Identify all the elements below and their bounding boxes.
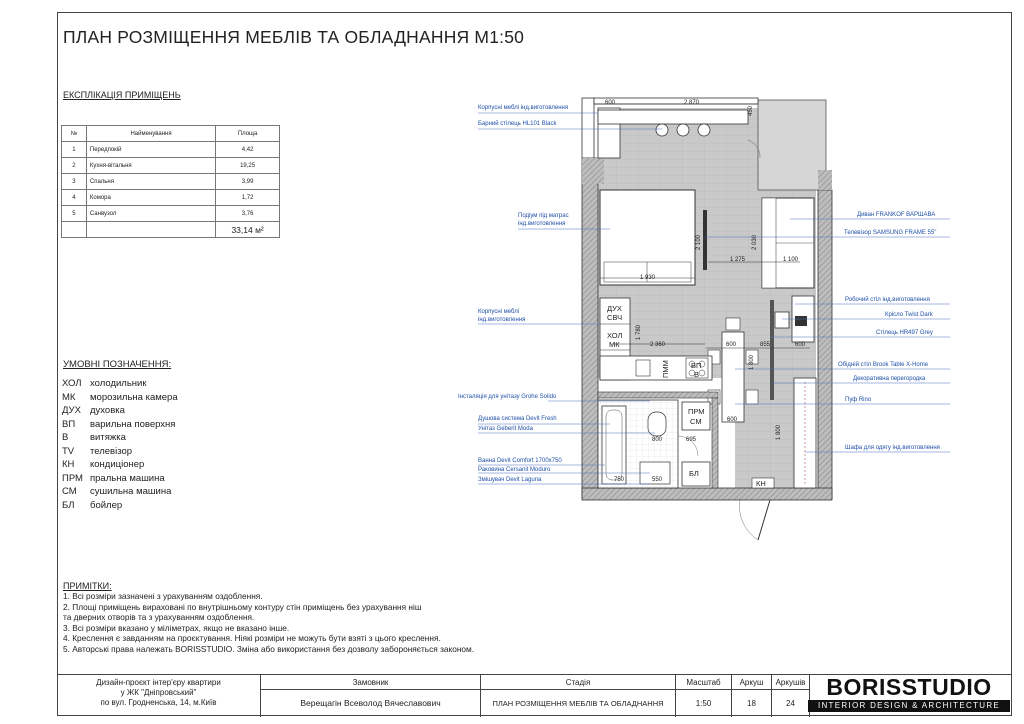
dimension-label: 550 <box>652 477 663 483</box>
equipment-label: СВЧ <box>607 313 623 322</box>
room-area: 1,72 <box>216 190 280 206</box>
legend-code: ХОЛ <box>62 378 82 389</box>
dimension-label: 600 <box>726 342 737 348</box>
scale-label: Масштаб <box>675 675 731 689</box>
brand-name: BORISSTUDIO <box>826 674 992 700</box>
callout-kitchen-cabinets: Корпусні меблі інд.виготовлення <box>478 105 569 111</box>
room-number: 5 <box>62 206 87 222</box>
address-line: по вул. Гродненська, 14, м.Київ <box>100 698 217 707</box>
note-line: 2. Площі приміщень вираховані по внутрішньому контуру стін приміщень без урахування ніш <box>63 601 422 612</box>
stage-value: ПЛАН РОЗМІЩЕННЯ МЕБЛІВ ТА ОБЛАДНАННЯ <box>480 689 675 717</box>
window-top <box>594 98 758 104</box>
wall-bottom <box>582 488 832 500</box>
dimension-label: 800 <box>652 437 663 443</box>
dimension-label: 1 800 <box>776 424 782 440</box>
partition-wall <box>712 398 718 488</box>
dining-chair <box>746 390 758 404</box>
callout-tv: Телевізор SAMSUNG FRAME 55" <box>844 230 937 236</box>
bar-counter <box>598 110 748 124</box>
legend-code: ПРМ <box>62 472 83 484</box>
customer-value: Верещагін Всеволод Вячеславович <box>260 689 480 717</box>
room-name: Санвузол <box>86 206 215 222</box>
legend-text: холодильник <box>90 378 147 389</box>
callout-sofa: Диван FRANKOF ВАРШАВА <box>857 212 936 218</box>
legend-text: пральна машина <box>90 472 165 484</box>
equipment-label: БЛ <box>689 469 699 478</box>
project-address <box>57 678 260 708</box>
tv <box>703 210 707 270</box>
bar-stool <box>656 124 668 136</box>
col-area-header: Площа <box>216 126 280 142</box>
legend-text: витяжка <box>90 432 126 443</box>
explication-title: ЕКСПЛІКАЦІЯ ПРИМІЩЕНЬ <box>63 90 181 100</box>
sheet-title: ПЛАН РОЗМІЩЕННЯ МЕБЛІВ ТА ОБЛАДНАННЯ М1:50 <box>63 27 525 47</box>
address-line: Дизайн-проєкт інтер'єру квартири <box>96 678 221 687</box>
wall-column-right <box>818 170 832 190</box>
equipment-label: МК <box>609 340 620 349</box>
room-area: 3,99 <box>216 174 280 190</box>
toilet <box>648 412 666 436</box>
wall-top-left <box>582 98 594 158</box>
equipment-label: ДУХ <box>607 304 622 313</box>
room-name: Передпокій <box>86 142 215 158</box>
equipment-label: ВП <box>691 361 702 370</box>
legend-code: БЛ <box>62 499 75 511</box>
room-number: 3 <box>62 174 87 190</box>
divider <box>260 689 809 690</box>
legend-code: МК <box>62 391 76 403</box>
equipment-label: ПММ <box>661 360 670 378</box>
stage-label: Стадія <box>480 675 675 689</box>
note-line: 3. Всі розміри вказано у міліметрах, якщо не вказано інше. <box>63 622 290 633</box>
dimension-label: 600 <box>795 342 806 348</box>
room-number: 4 <box>62 190 87 206</box>
callout-cabinets: Корпусні меблі інд.виготовлення <box>478 309 526 323</box>
balcony <box>758 100 826 190</box>
customer-label: Замовник <box>260 675 480 689</box>
note-line: 5. Авторські права належать BORISSTUDIO. Зміна або використання без дозволу забороняється законом. <box>63 643 475 654</box>
callout-armchair: Крісло Twist Dark <box>885 312 933 318</box>
room-area: 4,42 <box>216 142 280 158</box>
room-area: 19,25 <box>216 158 280 174</box>
dimension-label: 600 <box>605 100 616 106</box>
room-number: 2 <box>62 158 87 174</box>
callout-dining-table: Обідній стіл Brook Table X-Home <box>838 362 929 368</box>
callout-work-desk: Робочий стіл інд.виготовлення <box>845 297 930 303</box>
total-area: 33,14 м² <box>216 222 280 238</box>
legend-text: телевізор <box>90 445 133 457</box>
scale-value: 1:50 <box>675 689 731 717</box>
dimension-label: 855 <box>760 342 771 348</box>
callout-bed-podium: Подіум під матрас інд.виготовлення <box>518 213 569 227</box>
bar-stool <box>698 124 710 136</box>
sheets-value: 24 <box>771 689 809 717</box>
legend-text: морозильна камера <box>90 391 178 403</box>
note-line: 1. Всі розміри зазначені з урахуванням оздоблення. <box>63 591 263 601</box>
partition-wall <box>770 300 774 400</box>
callout-toilet: Унітаз Geberit Moda <box>478 426 533 432</box>
legend-code: В <box>62 432 69 443</box>
dimension-label: 1 800 <box>749 354 755 370</box>
dimension-label: 600 <box>727 417 738 423</box>
sink <box>636 360 650 376</box>
callout-bar-stool: Барний стілець HL101 Black <box>478 121 557 127</box>
sheet-label: Аркуш <box>731 675 771 689</box>
legend-text: кондиціонер <box>90 459 145 470</box>
dimension-label: 695 <box>686 437 697 443</box>
room-area: 3,76 <box>216 206 280 222</box>
equipment-label: КН <box>756 479 766 488</box>
note-line: та дверних отворів та з урахуванням оздоблення. <box>63 612 255 623</box>
wall-column <box>582 158 604 184</box>
callout-shower-system: Душова система Devit Fresh <box>478 416 557 422</box>
room-name: Кухня-вітальня <box>86 158 215 174</box>
entrance-door <box>758 500 770 540</box>
dimension-label: 1 930 <box>640 275 656 281</box>
dimension-label: 750 <box>614 477 625 483</box>
dimension-label: 2 100 <box>696 234 702 250</box>
callout-wardrobe: Шафа для одягу інд.виготовлення <box>845 445 940 451</box>
dimension-label: 450 <box>748 105 754 116</box>
room-number: 1 <box>62 142 87 158</box>
legend-text: варильна поверхня <box>90 418 176 430</box>
dimension-label: 1 100 <box>783 257 799 263</box>
col-number-header: № <box>62 126 87 142</box>
callout-washbasin: Раковина Cersanit Moduro <box>478 467 551 473</box>
callout-bathtub: Ванна Devit Comfort 1700x750 <box>478 458 562 464</box>
callout-mixer: Змішувач Devit Laguna <box>478 477 542 483</box>
partition-wall <box>598 392 718 398</box>
brand-logo <box>808 676 1010 714</box>
callout-toilet-installation: Інсталяція для унітазу Grohe Solido <box>458 394 557 400</box>
callout-pouf: Пуф Rino <box>845 397 872 403</box>
sheet-value: 18 <box>731 689 771 717</box>
dimension-label: 1 275 <box>730 257 746 263</box>
room-name: Спальня <box>86 174 215 190</box>
equipment-label: ПРМ <box>688 407 705 416</box>
dimension-label: 2 030 <box>752 234 758 250</box>
dining-chair <box>726 318 740 330</box>
equipment-label: СМ <box>690 417 702 426</box>
legend-code: ВП <box>62 418 76 430</box>
col-name-header: Найменування <box>86 126 215 142</box>
wall-left <box>582 158 598 498</box>
note-line: 4. Креслення є завданням на проєктування. Ніякі розміри не можуть бути взяті з цього креслення. <box>63 633 441 644</box>
room-name: Комора <box>86 190 215 206</box>
address-line: у ЖК "Дніпровський" <box>120 688 197 697</box>
legend-code: ДУХ <box>62 405 81 416</box>
legend-title: УМОВНІ ПОЗНАЧЕННЯ: <box>63 359 172 370</box>
callout-partition: Декоративна перегородка <box>853 376 926 382</box>
dimension-label: 1 780 <box>636 324 642 340</box>
brand-tagline: INTERIOR DESIGN & ARCHITECTURE <box>808 700 1010 712</box>
legend-text: бойлер <box>90 499 123 511</box>
desk-chair <box>775 312 789 328</box>
legend-code: КН <box>62 459 75 470</box>
dimension-label: 2 870 <box>684 100 700 106</box>
legend-text: духовка <box>90 405 125 416</box>
sheets-label: Аркушів <box>771 675 809 689</box>
notes-title: ПРИМІТКИ: <box>63 581 112 591</box>
legend-code: TV <box>62 445 75 457</box>
callout-chair: Стілець HR497 Grey <box>876 330 933 336</box>
equipment-label: В <box>694 370 700 379</box>
dimension-label: 2 360 <box>650 342 666 348</box>
legend-code: СМ <box>62 486 77 497</box>
equipment-label: ХОЛ <box>607 331 623 340</box>
legend-text: сушильна машина <box>90 486 172 497</box>
bar-stool <box>677 124 689 136</box>
